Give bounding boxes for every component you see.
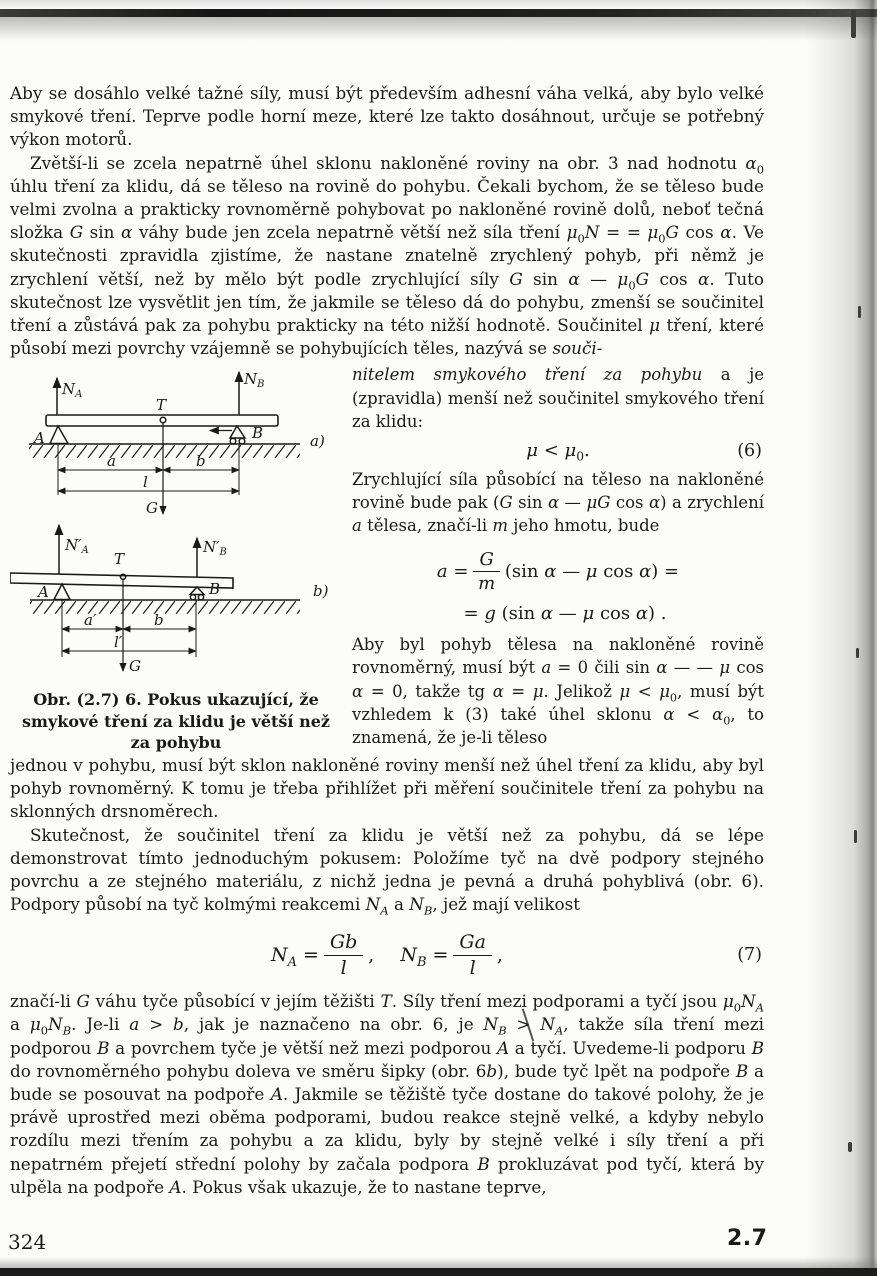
scan-edge-right-shadow — [805, 0, 877, 1276]
label-A: A — [38, 583, 49, 602]
figure-obr-6 — [10, 363, 342, 754]
roller-wheel — [198, 595, 203, 600]
ground-hatching-b — [30, 601, 300, 614]
right-text-column — [352, 363, 764, 754]
equation-acceleration — [352, 549, 764, 624]
label-NA: $N_A$ — [62, 380, 83, 401]
roller-wheel — [190, 595, 195, 600]
figure-6-diagram — [10, 367, 342, 679]
equation-7 — [10, 931, 764, 979]
ground-hatching-a — [29, 445, 300, 458]
center-of-gravity-T — [160, 418, 166, 424]
label-G: G — [146, 499, 158, 518]
roller-support-B — [230, 426, 245, 438]
label-subfigure-b: b) — [313, 582, 329, 601]
label-dim-b: b — [196, 452, 206, 471]
section-number: 2.7 — [727, 1226, 768, 1251]
fraction-denominator: m — [478, 572, 496, 594]
equation-acceleration-line-1 — [352, 549, 764, 594]
equation-6 — [352, 440, 764, 464]
fraction-Ga-over-l: $\frac{Ga}{l}$ — [453, 931, 492, 979]
equation-7-term-NA: $N_A$ = — [271, 944, 319, 971]
equation-lhs: a = — [436, 560, 469, 582]
subfigure-b — [10, 525, 300, 671]
label-NA-prime: $N'_A$ — [65, 536, 89, 557]
equation-6-body: $\mu < \mu_0$. — [526, 440, 590, 464]
scan-edge-top-line — [0, 9, 877, 17]
page-number: 324 — [8, 1230, 47, 1254]
paragraph-2: Zvětší-li se zcela nepatrně úhel sklonu nakloněné roviny na obr. 3 nad hodnotu $\alpha_0$ úhlu tření za klidu, dá se těleso na rovině do pohybu. Čekali bychom, že se těleso bude velmi zvolna a prakticky rovnoměrně pohybovat po nakloněné rovině dolů, neboť tečná složka G sin α váhy bude jen zcela nepatrně větší než síla tření $\mu_0N$ = = $\mu_0G$ cos α. Ve skutečnosti zpravidla zjistíme, že nastane znatelně zrychlený pohyb, při němž je zrychlení větší, než by mělo být podle zrychlující síly G sin α — $\mu_0G$ cos α. Tuto skutečnost lze vysvětlit jen tím, že jakmile se těleso dá do pohybu, zmenší se součinitel tření a zůstává pak za pohybu prakticky na této nižší hodnotě. Součinitel μ tření, které působí mezi povrchy vzájemně se pohybujících těles, nazývá se souči- — [10, 152, 765, 359]
scan-speck — [854, 830, 857, 843]
paragraph-uniform-motion: Aby byl pohyb tělesa na nakloněné rovině rovnoměrný, musí být a = 0 čili sin α — — μ cos α = 0, takže tg α = μ. Jelikož $\mu < \mu_0$, musí být vzhledem k (3) také úhel sklonu $\alpha < \alpha_0$, to znamená, že je-li těleso — [352, 635, 764, 747]
scan-edge-bottom-line — [0, 1268, 877, 1276]
label-dim-l-prime: l′ — [114, 633, 123, 652]
fraction-numerator: G — [473, 549, 499, 572]
paragraph-3: jednou v pohybu, musí být sklon nakloněné roviny menší než úhel tření za klidu, aby byl pohyb rovnoměrný. K tomu je třeba přihlížet při měření součinitele tření za pohybu na sklonných drsnoměrech. — [10, 754, 764, 822]
label-dim-b: b — [154, 611, 164, 630]
equation-7-comma: , — [496, 944, 503, 967]
scan-edge-top-fade — [0, 0, 877, 9]
fraction-G-over-m — [473, 549, 499, 594]
paragraph-wrap-continuation: nitelem smykového tření za pohybu a je (zpravidla) menší než součinitel smykového tření za klidu: — [352, 365, 764, 431]
label-T: T — [114, 550, 125, 569]
fraction-Gb-over-l: $\frac{Gb}{l}$ — [324, 931, 363, 979]
fixed-support-A — [50, 426, 68, 444]
roller-wheel — [239, 439, 245, 445]
roller-support-B — [190, 587, 204, 595]
scan-edge-bottom-shadow — [0, 1257, 877, 1268]
label-T: T — [156, 396, 167, 415]
paragraph-accelerating-force: Zrychlující síla působící na těleso na nakloněné rovině bude pak (G sin α — μG cos α) a zrychlení a tělesa, značí-li m jeho hmotu, bude — [352, 470, 764, 536]
label-G: G — [129, 657, 141, 676]
equation-7-term-NB: $N_B$ = — [400, 944, 449, 971]
scan-speck — [851, 10, 856, 38]
scan-speck — [848, 1142, 852, 1152]
label-B: B — [209, 580, 221, 599]
figure-and-wrap-text-row — [10, 363, 764, 754]
equation-7-number: (7) — [737, 945, 762, 966]
paragraph-4: Skutečnost, že součinitel tření za klidu je větší než za pohybu, dá se lépe demonstrovat tímto jednoduchým pokusem: Položíme tyč na dvě podpory stejného povrchu a ze stejného materiálu, z nichž jedna je pevná a druhá pohyblivá (obr. 6). Podpory působí na tyč kolmými reakcemi $N_A$ a $N_B$, jež mají velikost — [10, 824, 764, 918]
label-NB-prime: $N'_B$ — [203, 538, 227, 559]
label-dim-a: a — [107, 452, 116, 471]
roller-wheel — [230, 439, 236, 445]
label-dim-l: l — [143, 473, 148, 492]
equation-acceleration-line-2: = g (sin α — μ cos α) . — [463, 603, 667, 625]
paragraph-5: značí-li G váhu tyče působící v jejím těžišti T. Síly tření mezi podporami a tyčí jsou $\mu_0N_A$ a $\mu_0N_B$. Je-li a > b, jak je naznačeno na obr. 6, je $N_B > N_A$, takže síla tření mezi podporou B a povrchem tyče je větší než mezi podporou A a tyčí. Uvedeme-li podporu B do rovnoměrného pohybu doleva ve směru šipky (obr. 6b), bude tyč lpět na podpoře B a bude se posouvat na podpoře A. Jakmile se těžiště tyče dostane do takové polohy, že je právě uprostřed mezi oběma podporami, budou reakce stejně velké, a kdyby nebylo rozdílu mezi třením za pohybu a za klidu, byly by stejně velké i síly tření a při nepatrném přejetí střední polohy by začala podpora B prokluzávat pod tyčí, která by ulpěla na podpoře A. Pokus však ukazuje, že to nastane teprve, — [10, 991, 765, 1197]
equation-6-number: (6) — [737, 440, 762, 461]
label-dim-a-prime: a′ — [84, 611, 97, 630]
label-NB: $N_B$ — [244, 370, 265, 391]
scan-edge-top-shadow — [0, 17, 877, 41]
label-A: A — [34, 429, 45, 448]
page-content — [10, 82, 764, 1199]
equation-7-comma: , — [368, 944, 375, 967]
figure-caption: Obr. (2.7) 6. Pokus ukazující, že smykové tření za klidu je větší než za pohybu — [22, 690, 330, 753]
scan-speck — [856, 648, 859, 658]
scan-speck — [858, 306, 861, 318]
paragraph-1: Aby se dosáhlo velké tažné síly, musí být především adhesní váha velká, aby bylo velké smykové tření. Teprve podle horní meze, které lze takto dosáhnout, určuje se potřebný výkon motorů. — [10, 83, 764, 150]
fixed-support-A — [54, 584, 70, 600]
label-B: B — [252, 424, 264, 443]
equation-rhs: (sin α — μ cos α) = — [504, 560, 680, 582]
label-subfigure-a: a) — [310, 432, 325, 451]
